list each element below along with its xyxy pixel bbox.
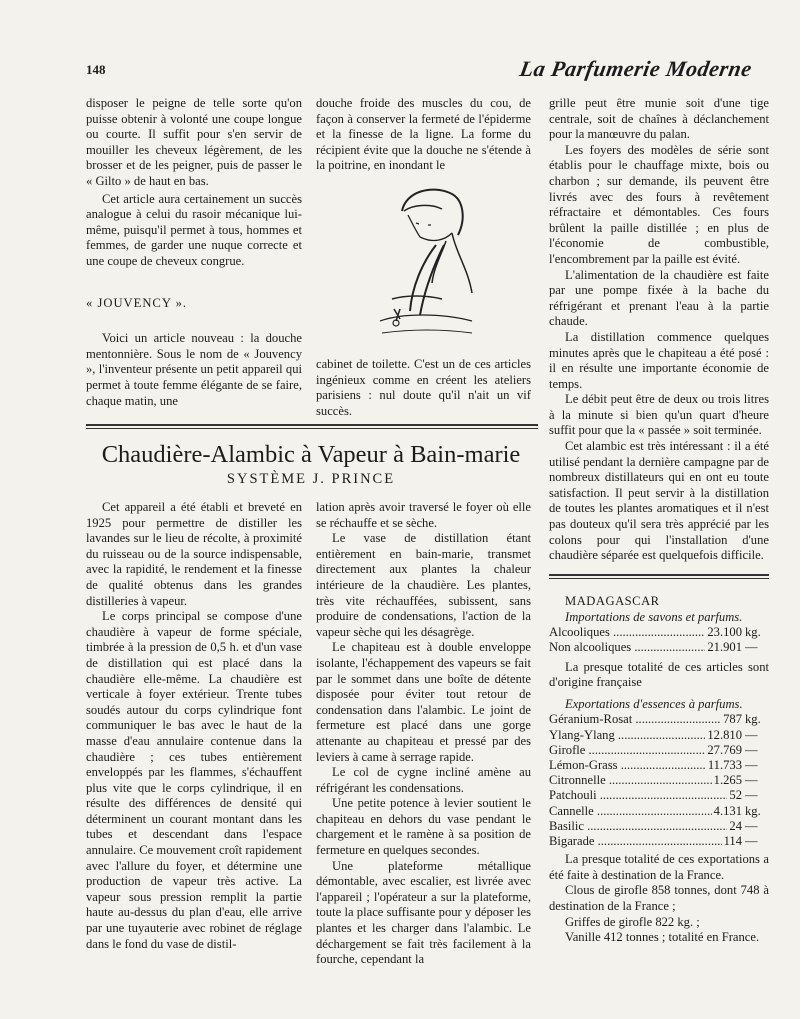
export-unit: —	[745, 727, 758, 742]
export-value: 1.265	[713, 773, 742, 788]
section-rule	[86, 424, 538, 426]
madagascar-title: MADAGASCAR	[565, 594, 660, 608]
export-label: Géranium-Rosat .....	[549, 712, 721, 727]
export-row	[549, 804, 769, 819]
export-unit: —	[745, 773, 758, 788]
import-unit: kg.	[745, 625, 761, 640]
page-number: 148	[86, 62, 106, 77]
import-unit: —	[745, 640, 758, 655]
imports-heading: Importations de savons et parfums.	[565, 609, 743, 624]
paragraph: Le corps principal se compose d'une chaudière à vapeur de forme spéciale, timbrée à la pression de 0,5 h. et d'un vase de distillation qui est placé dans la chaudière elle-même. La chaudière est verticale à foyer extérieur. Trente tubes soudés autour du corps cylindrique font communiquer le bas avec le haut de la masse d'eau annulaire contenue dans la chaudière ; ces tubes entièrement enveloppés par les flammes, s'échauffent plus vite que le corps cylindrique, il en résulte des différences de densité qui déterminent un courant montant dans les tubes et descendant dans l'espace annulaire. Ce mouvement croît rapidement avec l'allure du foyer, et détermine une production de vapeur très active. La vapeur sous pression remplit la partie haute au-dessus du plan d'eau, elle arrive par une tuyauterie avec robinet de réglage dans le fond du vase de distil-	[86, 609, 302, 951]
export-label: Patchouli .....	[549, 788, 727, 803]
woman-shower-illustration	[372, 183, 480, 343]
import-value: 21.901	[707, 640, 742, 655]
paragraph: douche froide des muscles du cou, de façon à conserver la fermeté de l'épiderme et la finesse de la ligne. La forme du récipient évite que la douche ne s'étende à la poitrine, en inondant le	[316, 96, 531, 173]
paragraph: Griffes de girofle 822 kg. ;	[565, 914, 700, 929]
export-label: Girofle .....	[549, 743, 705, 758]
top-column-2	[316, 96, 531, 174]
paragraph: Le vase de distillation étant entièrement en bain-marie, transmet directement aux plantes la chaleur intérieure de la chaudière. Les plantes, très vite réchauffées, subissent, sans produire de condensations, l'action de la vapeur sèche qui les désagrège.	[316, 531, 531, 639]
section-rule	[549, 578, 769, 579]
section-heading-jouvency: « JOUVENCY ».	[86, 295, 188, 310]
export-label: Basilic .....	[549, 819, 727, 834]
paragraph: Le chapiteau est à double enveloppe isolante, l'échappement des vapeurs se fait par le sommet dans une boîte de détente disposée pour éviter tout retour de condensation dans l'alambic. Le joint de fermeture est placé dans une gorge attenante au chapiteau et pressé par des leviers à came à serrage rapide.	[316, 640, 531, 764]
export-value: 24	[729, 818, 742, 833]
import-label: Non alcooliques .....	[549, 640, 705, 655]
section-rule	[549, 574, 769, 576]
import-label: Alcooliques .....	[549, 625, 705, 640]
paragraph: lation après avoir traversé le foyer où elle se réchauffe et se sèche.	[316, 500, 531, 530]
export-value: 4.131	[713, 803, 742, 818]
export-value: 27.769	[707, 742, 742, 757]
export-unit: —	[745, 834, 758, 848]
export-unit: kg.	[745, 712, 761, 727]
paragraph: Cet appareil a été établi et breveté en 1925 pour permettre de distiller les lavandes sur le lieu de récolte, à proximité du ruisseau ou de la source indispensable, avec la rapidité, le rendement et la finesse de qualité obtenus dans les grandes distilleries à vapeur.	[86, 500, 302, 608]
import-row	[549, 625, 769, 640]
right-column	[549, 96, 769, 564]
paragraph: Les foyers des modèles de série sont établis pour le chauffage mixte, bois ou charbon ; sur demande, ils peuvent être livrés avec des fours à revêtement réfractaire et démontables. Ces fours brûlent la paille distillée ; en plus de l'économie de combustible, l'encombrement par la paille est évité.	[549, 142, 769, 266]
export-label: Lémon-Grass .....	[549, 758, 706, 773]
paragraph: Le col de cygne incliné amène au réfrigérant les condensations.	[316, 765, 531, 795]
export-unit: —	[745, 788, 758, 803]
paragraph: disposer le peigne de telle sorte qu'on puisse obtenir à volonté une coupe longue ou courte. Il suffit pour s'en servir de mouiller les cheveux légèrement, de les brosser et de les peigner, puis de passer le « Gilto » de haut en bas.	[86, 96, 302, 188]
imports-note: La presque totalité de ces articles sont d'origine française	[549, 659, 769, 690]
export-value: 114	[723, 834, 742, 848]
export-row	[549, 819, 769, 834]
import-value: 23.100	[707, 625, 742, 640]
export-unit: —	[745, 757, 758, 772]
paragraph: Voici un article nouveau : la douche mentonnière. Sous le nom de « Jouvency », l'inventeur présente un petit appareil qui permet à toute femme élégante de se faire, chaque matin, une	[86, 331, 302, 408]
export-unit: —	[745, 818, 758, 833]
exports-heading: Exportations d'essences à parfums.	[565, 696, 743, 711]
paragraph: Une plateforme métallique démontable, avec escalier, est livrée avec l'appareil ; l'opérateur a sur la plateforme, toute la place suffisante pour y déposer les plantes et les charger dans l'alambic. Le déchargement se fait très facilement à la fourche, cependant la	[316, 858, 531, 967]
export-unit: kg.	[745, 803, 761, 818]
export-row	[549, 743, 769, 758]
paragraph: Cet alambic est très intéressant : il a été utilisé pendant la dernière campagne par de nombreux distillateurs qui en ont eu toute satisfaction. Il peut servir à la distillation de toutes les plantes aromatiques et il n'est pas douteux qu'il sera très apprécié par les colons pour qui l'installation d'une chaudière séparée est quelquefois difficile.	[549, 439, 769, 563]
export-row	[549, 728, 769, 743]
export-value: 11.733	[707, 757, 742, 772]
article-column-2	[316, 500, 531, 968]
export-row	[549, 758, 769, 773]
madagascar-section	[549, 594, 769, 946]
import-row	[549, 640, 769, 655]
paragraph: Vanille 412 tonnes ; totalité en France.	[565, 930, 760, 945]
export-row	[549, 834, 769, 849]
export-label: Cannelle .....	[549, 804, 712, 819]
paragraph: La distillation commence quelques minutes après que le chapiteau a été posé : il en résulte une importante économie de temps.	[549, 329, 769, 391]
paragraph: Cet article aura certainement un succès analogue à celui du rasoir mécanique lui-même, puisqu'il permet à tous, hommes et femmes, de garder une nuque correcte et une coupe de cheveux congrue.	[86, 191, 302, 268]
masthead: La Parfumerie Moderne	[517, 56, 754, 81]
export-row	[549, 712, 769, 727]
export-label: Citronnelle .....	[549, 773, 712, 788]
paragraph: L'alimentation de la chaudière est faite par une pompe fixée à la bache du réfrigérant et prenant l'eau à la partie chaude.	[549, 267, 769, 329]
export-row	[549, 773, 769, 788]
export-value: 12.810	[707, 727, 742, 742]
section-rule	[86, 428, 538, 429]
article-column-1	[86, 500, 302, 952]
export-value: 787	[723, 712, 742, 727]
article-subtitle: SYSTÈME J. PRINCE	[226, 471, 396, 487]
export-label: Ylang-Ylang .....	[549, 728, 705, 743]
export-row	[549, 788, 769, 803]
export-unit: —	[745, 742, 758, 757]
paragraph: grille peut être munie soit d'une tige centrale, soit de chaînes à déclanchement pour la manœuvre du palan.	[549, 96, 769, 142]
paragraph: Le débit peut être de deux ou trois litres à la minute si bien qu'un quart d'heure suffit pour que la « passée » soit terminée.	[549, 392, 769, 438]
article-title: Chaudière-Alambic à Vapeur à Bain-marie	[101, 441, 521, 468]
export-value: 52	[729, 788, 742, 803]
paragraph: La presque totalité de ces exportations a été faite à destination de la France.	[549, 852, 769, 882]
paragraph: Une petite potence à levier soutient le chapiteau en dehors du vase pendant le chargement et le ramène à sa position de fermeture en quelques secondes.	[316, 796, 531, 858]
top-column-1	[86, 96, 302, 409]
paragraph: Clous de girofle 858 tonnes, dont 748 à destination de la France ;	[549, 883, 769, 913]
paragraph: cabinet de toilette. C'est un de ces articles ingénieux comme en créent les ateliers parisiens : nul doute qu'il n'ait un vif succès.	[316, 357, 531, 418]
export-label: Bigarade .....	[549, 834, 722, 849]
top-column-2-bottom	[316, 357, 531, 419]
